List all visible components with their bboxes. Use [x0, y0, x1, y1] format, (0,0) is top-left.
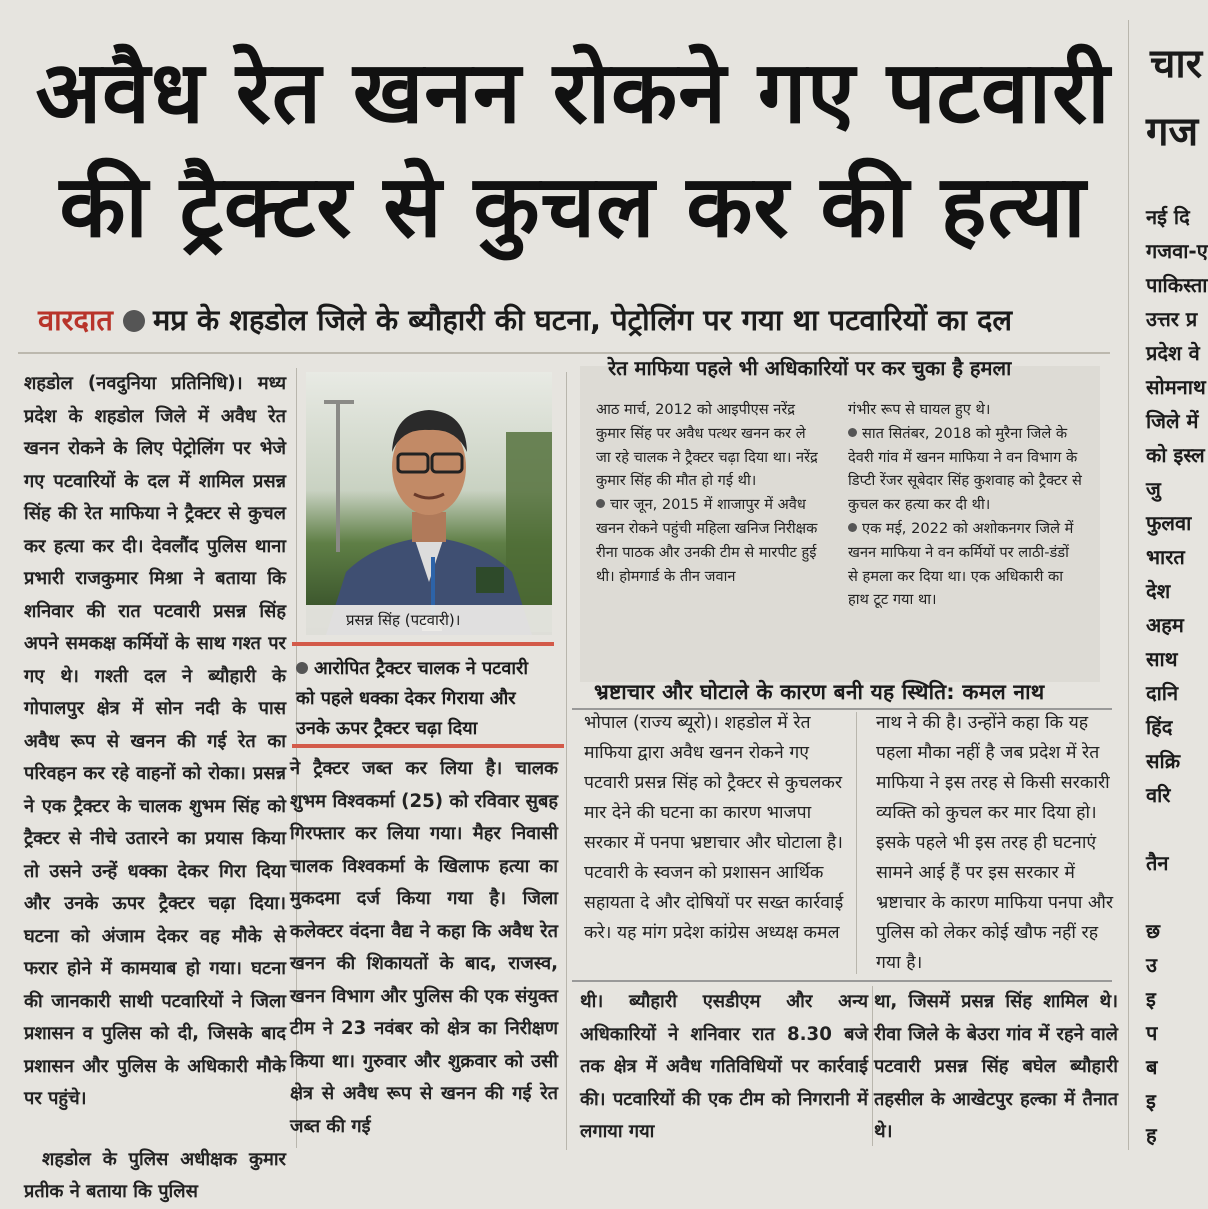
side-column-line: अहम — [1146, 613, 1184, 637]
side-column-line: छ — [1146, 919, 1161, 943]
article-column-3: थी। ब्यौहारी एसडीएम और अन्य अधिकारियों ने शनिवार रात 8.30 बजे तक क्षेत्र में अवैध गतिविधियों पर कार्रवाई की। पटवारियों की एक टीम को निगरानी में लगाया गया — [580, 991, 868, 1142]
side-column-line: प्रदेश वे — [1146, 341, 1200, 365]
article-column-2: ने ट्रैक्टर जब्त कर लिया है। चालक शुभम विश्वकर्मा (25) को रविवार सुबह गिरफ्तार कर लिया गया। मैहर निवासी चालक विश्वकर्मा के खिलाफ हत्या का मुकदमा दर्ज किया गया है। जिला कलेक्टर वंदना वैद्य ने कहा कि अवैध रेत खनन की शिकायतों के बाद, राजस्व, खनन विभाग और पुलिस की एक संयुक्त टीम ने 23 नवंबर को क्षेत्र का निरीक्षण किया था। गुरुवार और शुक्रवार को उसी क्षेत्र से अवैध रूप से खनन की गई रेत जब्त की गई — [290, 758, 558, 1137]
side-column-line: हिंद — [1146, 715, 1173, 739]
side-column-line: तैन — [1146, 851, 1169, 875]
mafia-item-2015-cont: गंभीर रूप से घायल हुए थे। — [848, 401, 991, 418]
column-divider — [566, 372, 567, 1150]
side-column-line: नई दि — [1146, 205, 1190, 229]
quote-rule-bottom — [292, 744, 564, 748]
quote-bullet-icon — [296, 662, 308, 674]
side-column-line: ब — [1146, 1055, 1158, 1079]
side-column-line: पाकिस्ता — [1146, 273, 1208, 297]
side-column-line: ह — [1146, 1123, 1157, 1147]
pull-quote-text: आरोपित ट्रैक्टर चालक ने पटवारी को पहले धक्का देकर गिराया और उनके ऊपर ट्रैक्टर चढ़ा दिया — [296, 658, 529, 739]
tagline-label: वारदात — [38, 303, 113, 337]
article-column-4: था, जिसमें प्रसन्न सिंह शामिल थे। रीवा जिले के बेउरा गांव में रहने वाले पटवारी प्रसन्न सिंह बघेल ब्यौहारी तहसील के आखेटपुर हल्का में तैनात थे। — [874, 991, 1118, 1142]
bullet-icon — [848, 428, 857, 437]
dateline: शहडोल (नवदुनिया प्रतिनिधि)। — [24, 373, 243, 394]
side-column-line: देश — [1146, 579, 1171, 603]
bullet-icon — [596, 499, 605, 508]
kamal-box-title: भ्रष्टाचार और घोटाले के कारण बनी यह स्थिति: कमल नाथ — [594, 680, 1045, 704]
mafia-item-2012: आठ मार्च, 2012 को आइपीएस नरेंद्र कुमार सिंह पर अवैध पत्थर खनन कर ले जा रहे चालक ने ट्रैक्टर चढ़ा दिया था। नरेंद्र कुमार सिंह की मौत हो गई थी। — [596, 401, 818, 490]
mafia-box-left — [596, 398, 824, 588]
mafia-item-2022: एक मई, 2022 को अशोकनगर जिले में खनन माफिया ने वन कर्मियों पर लाठी-डंडों से हमला कर दिया था। एक अधिकारी का हाथ टूट गया था। — [848, 519, 1074, 609]
side-column-line: को इस्ल — [1146, 443, 1205, 467]
bullet-dot-icon — [123, 310, 145, 332]
bullet-icon — [848, 523, 857, 532]
side-column-line: फुलवा — [1146, 511, 1192, 535]
photo-caption: प्रसन्न सिंह (पटवारी)। — [306, 605, 552, 635]
patwari-photo — [306, 372, 552, 635]
side-column-line: प — [1146, 1021, 1158, 1045]
column-divider — [856, 712, 857, 974]
side-column-line: वरि — [1146, 783, 1171, 807]
side-column-text — [1146, 200, 1208, 1152]
kamal-box-left: भोपाल (राज्य ब्यूरो)। शहडोल में रेत माफिया द्वारा अवैध खनन रोकने गए पटवारी प्रसन्न सिंह को ट्रैक्टर से कुचलकर मार देने की घटना का कारण भाजपा सरकार में पनपा भ्रष्टाचार और घोटाला है। पटवारी के स्वजन को प्रशासन आर्थिक सहायता दे और दोषियों पर सख्त कार्रवाई करे। यह मांग प्रदेश कांग्रेस अध्यक्ष कमल — [584, 713, 844, 943]
side-column-line: दानि — [1146, 681, 1179, 705]
mafia-box-right — [848, 398, 1082, 612]
pull-quote — [296, 654, 552, 744]
side-column-line: भारत — [1146, 545, 1185, 569]
side-column-line: जिले में — [1146, 409, 1199, 433]
side-column-line — [1146, 812, 1200, 846]
mafia-item-2015: चार जून, 2015 में शाजापुर में अवैध खनन रोकने पहुंची महिला खनिज निरीक्षक रीना पाठक और उनकी टीम से मारपीट हुई थी। होमगार्ड के तीन जवान — [596, 496, 818, 585]
headline-line-2: की ट्रैक्टर से कुचल कर की हत्या — [59, 157, 1087, 257]
headline-line-1: अवैध रेत खनन रोकने गए पटवारी — [35, 43, 1111, 143]
side-column-line: जु — [1146, 477, 1161, 501]
kamal-box-right: नाथ ने की है। उन्होंने कहा कि यह पहला मौका नहीं है जब प्रदेश में रेत माफिया ने इस तरह से किसी सरकारी व्यक्ति को कुचल कर मार दिया हो। इसके पहले भी इस तरह ही घटनाएं सामने आई हैं पर इस सरकार में भ्रष्टाचार के कारण माफिया पनपा और पुलिस को लेकर कोई खौफ नहीं रह गया है। — [876, 713, 1114, 973]
side-column-line: गजवा-ए — [1146, 239, 1208, 263]
mafia-box-title: रेत माफिया पहले भी अधिकारियों पर कर चुका है हमला — [608, 356, 1012, 380]
tagline-text: मप्र के शहडोल जिले के ब्यौहारी की घटना, पेट्रोलिंग पर गया था पटवारियों का दल — [152, 303, 1013, 337]
side-column-line: उ — [1146, 953, 1157, 977]
side-column-line: इ — [1146, 1089, 1156, 1113]
article-paragraph-1: मध्य प्रदेश के शहडोल जिले में अवैध रेत खनन रोकने के लिए पेट्रोलिंग पर भेजे गए पटवारियों के दल में शामिल प्रसन्न सिंह की रेत माफिया ने ट्रैक्टर से कुचल कर हत्या कर दी। देवलौंद पुलिस थाना प्रभारी राजकुमार मिश्रा ने बताया कि शनिवार की रात पटवारी प्रसन्न सिंह अपने समकक्ष कर्मियों के साथ गश्त पर गए थे। गश्ती दल ने ब्यौहारी के गोपालपुर क्षेत्र में सोन नदी के पास अवैध रूप से खनन की गई रेत का परिवहन कर रहे वाहनों को रोका। प्रसन्न ने एक ट्रैक्टर के चालक शुभम सिंह को ट्रैक्टर से नीचे उतारने का प्रयास किया तो उसने उन्हें धक्का देकर गिरा दिया और उनके ऊपर ट्रैक्टर चढ़ा दिया। घटना को अंजाम देकर वह मौके से फरार होने में कामयाब हो गया। घटना की जानकारी साथी पटवारियों ने जिला प्रशासन व पुलिस को दी, जिसके बाद प्रशासन और पुलिस के अधिकारी मौके पर पहुंचे। — [24, 373, 286, 1109]
column-divider — [872, 986, 873, 1146]
side-column-line: सक्रि — [1146, 749, 1181, 773]
portrait-image — [306, 372, 552, 635]
article-column-1 — [24, 368, 286, 1209]
mafia-item-2018: सात सितंबर, 2018 को मुरैना जिले के देवरी गांव में खनन माफिया ने वन विभाग के डिप्टी रेंजर सूबेदार सिंह कुशवाह को ट्रैक्टर से कुचल कर हत्या कर दी थी। — [848, 424, 1082, 514]
side-column-line — [1146, 880, 1200, 914]
tagline — [38, 300, 1012, 339]
side-column-line: सोमनाथ — [1146, 375, 1206, 399]
side-column-line: उत्तर प्र — [1146, 307, 1198, 331]
side-headline-1: चार — [1150, 41, 1203, 87]
side-column-line: इ — [1146, 987, 1156, 1011]
quote-rule-top — [292, 642, 554, 646]
kamal-box-rule-bottom — [572, 980, 1112, 982]
side-column-line: साथ — [1146, 647, 1178, 671]
article-paragraph-2: शहडोल के पुलिस अधीक्षक कुमार प्रतीक ने बताया कि पुलिस — [24, 1148, 286, 1202]
side-headline-2: गज — [1146, 109, 1199, 155]
column-divider — [1128, 20, 1129, 1150]
